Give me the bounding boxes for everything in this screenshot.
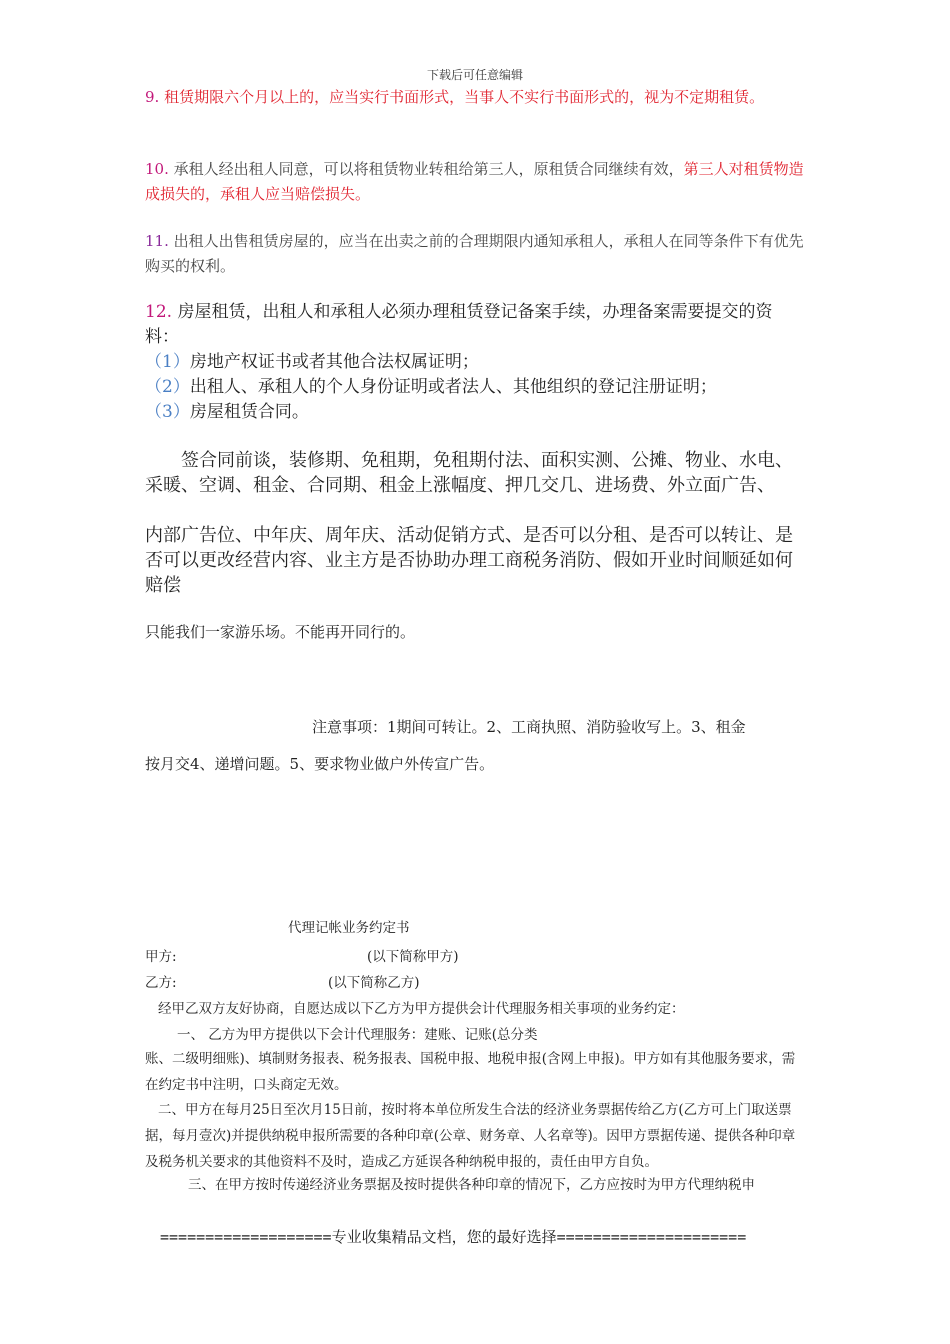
item-11-number: 11.: [145, 232, 169, 250]
item-10: [145, 157, 805, 207]
clause-1-body: 账、二级明细账)、填制财务报表、税务报表、国税申报、地税申报(含网上申报)。甲方如有其他服务要求，需在约定书中注明，口头商定无效。: [145, 1051, 796, 1093]
footer-banner: ===================专业收集精品文档，您的最好选择=====================: [160, 1228, 747, 1246]
item-12-sub-2: [145, 375, 805, 400]
notes-line-1: 注意事项：1期间可转让。2、工商执照、消防验收写上。3、租金: [312, 718, 746, 736]
clause-1-head: 一、 乙方为甲方提供以下会计代理服务：建账、记账(总分类: [177, 1027, 538, 1043]
clause-2: 二、甲方在每月25日至次月15日前，按时将本单位所发生合法的经济业务票据传给乙方(乙方可上门取送票据，每月壹次)并提供纳税申报所需要的各种印章(公章、财务章、人名章等)。因甲方票据传递、提供各种印章及税务机关要求的其他资料不及时，造成乙方延误各种纳税申报的，责任由甲方自负。: [145, 1102, 796, 1170]
negotiation-points-2: 内部广告位、中年庆、周年庆、活动促销方式、是否可以分租、是否可以转让、是否可以更改经营内容、业主方是否协助办理工商税务消防、假如开业时间顺延如何赔偿: [145, 525, 793, 596]
sub-2-number: （2）: [145, 377, 190, 397]
exclusive-note: 只能我们一家游乐场。不能再开同行的。: [145, 623, 416, 641]
sub-1-number: （1）: [145, 352, 190, 372]
agreement-title: 代理记帐业务约定书: [288, 920, 410, 936]
notes-line-2: 按月交4、递增问题。5、要求物业做户外传宣广告。: [145, 755, 495, 773]
party-a-note: (以下简称甲方): [367, 949, 459, 965]
sub-1-text: 房地产权证书或者其他合法权属证明；: [189, 352, 479, 372]
party-a-label: 甲方:: [145, 949, 177, 965]
agreement-intro: 经甲乙双方友好协商，自愿达成以下乙方为甲方提供会计代理服务相关事项的业务约定：: [158, 1001, 685, 1017]
item-12-sub-1: [145, 350, 805, 375]
party-b-label: 乙方:: [145, 975, 177, 991]
item-9-text: 租赁期限六个月以上的，应当实行书面形式，当事人不实行书面形式的，视为不定期租赁。: [164, 88, 765, 106]
item-12-sub-3: [145, 400, 805, 425]
item-9-number: 9.: [145, 88, 160, 106]
item-10-text: 承租人经出租人同意，可以将租赁物业转租给第三人，原租赁合同继续有效，: [173, 160, 684, 178]
sub-3-text: 房屋租赁合同。: [189, 402, 309, 422]
item-12: [145, 300, 805, 350]
item-10-number: 10.: [145, 160, 169, 178]
sub-3-number: （3）: [145, 402, 190, 422]
item-9: [145, 85, 805, 110]
item-12-text: 房屋租赁，出租人和承租人必须办理租赁登记备案手续，办理备案需要提交的资料：: [145, 302, 773, 347]
clause-3: 三、在甲方按时传递经济业务票据及按时提供各种印章的情况下，乙方应按时为甲方代理纳税申: [188, 1177, 755, 1193]
item-11-text: 出租人出售租赁房屋的，应当在出卖之前的合理期限内通知承租人，承租人在同等条件下有优先购买的权利。: [145, 232, 804, 275]
negotiation-points-1: 签合同前谈，装修期、免租期，免租期付法、面积实测、公摊、物业、水电、采暖、空调、租金、合同期、租金上涨幅度、押几交几、进场费、外立面广告、: [145, 450, 793, 496]
item-12-number: 12.: [145, 302, 173, 322]
party-b-note: (以下简称乙方): [328, 975, 420, 991]
item-10-text-highlight: 第三人对租赁物造成损失的，承租人应当赔偿损失。: [145, 160, 804, 203]
item-11: [145, 229, 805, 279]
page-header: 下载后可任意编辑: [426, 68, 523, 82]
sub-2-text: 出租人、承租人的个人身份证明或者法人、其他组织的登记注册证明；: [189, 377, 717, 397]
